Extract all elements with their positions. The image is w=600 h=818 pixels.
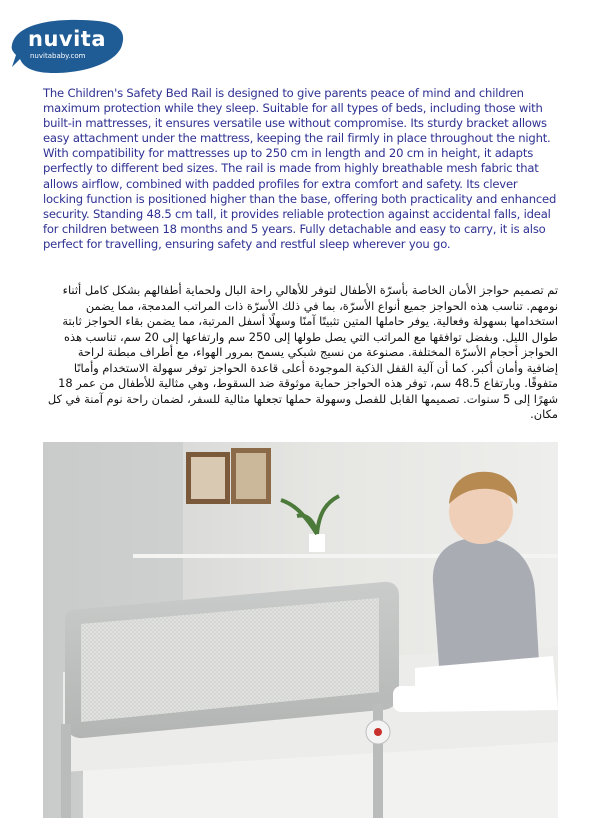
brand-logo [8,15,128,79]
brand-name: nuvita [28,27,106,51]
description-arabic: تم تصميم حواجز الأمان الخاصة بأسرّة الأطفال لتوفر للأهالي راحة البال ولحماية أطفالهم بشكل كامل أثناء نومهم. تناسب هذه الحواجز جميع أنواع الأسرّة، بما في ذلك الأسرّة ذات المراتب المدمجة، مما يضمن استخدامها بسهولة وفعالية. يوفر حاملها المتين تثبيتًا آمنًا وسهلًا أسفل المرتبة، مما يضمن بقاء الحواجز ثابتة طوال الليل. وبفضل توافقها مع المراتب التي يصل طولها إلى 250 سم وارتفاعها إلى 20 سم، تناسب هذه الحواجز أحجام الأسرّة المختلفة. مصنوعة من نسيج شبكي يسمح بمرور الهواء، مع أطراف مبطنة لراحة إضافية وأمان أكبر. كما أن آلية القفل الذكية الموجودة أعلى قاعدة الحواجز توفر سهولة الاستخدام وأمانًا متفوقًا. وبارتفاع 48.5 سم، توفر هذه الحواجز حماية موثوقة ضد السقوط، وهي مثالية للأطفال من عمر 18 شهرًا إلى 5 سنوات. تصميمها القابل للفصل وسهولة حملها تجعلها مثالية للسفر، لضمان راحة نوم آمنة في كل مكان. [47,283,558,421]
product-photo [43,442,558,818]
photo-illustration [43,442,558,818]
description-english: The Children's Safety Bed Rail is designed to give parents peace of mind and children maximum protection while they sleep. Suitable for all types of beds, including those with built-in mattresses, it ensures versatile use without compromise. Its sturdy bracket allows easy attachment under the mattress, keeping the rail firmly in place throughout the night. With compatibility for mattresses up to 250 cm in length and 20 cm in height, it adapts perfectly to different bed sizes. The rail is made from highly breathable mesh fabric that allows airflow, combined with padded profiles for extra comfort and safety. Its clever locking function is positioned higher than the base, offering both practicality and enhanced security. Standing 48.5 cm tall, it provides reliable protection against accidental falls, ideal for children between 18 months and 5 years. Fully detachable and easy to carry, it is also perfect for travelling, ensuring safety and restful sleep wherever you go. [43,86,557,251]
brand-url: nuvitababy.com [30,52,86,60]
